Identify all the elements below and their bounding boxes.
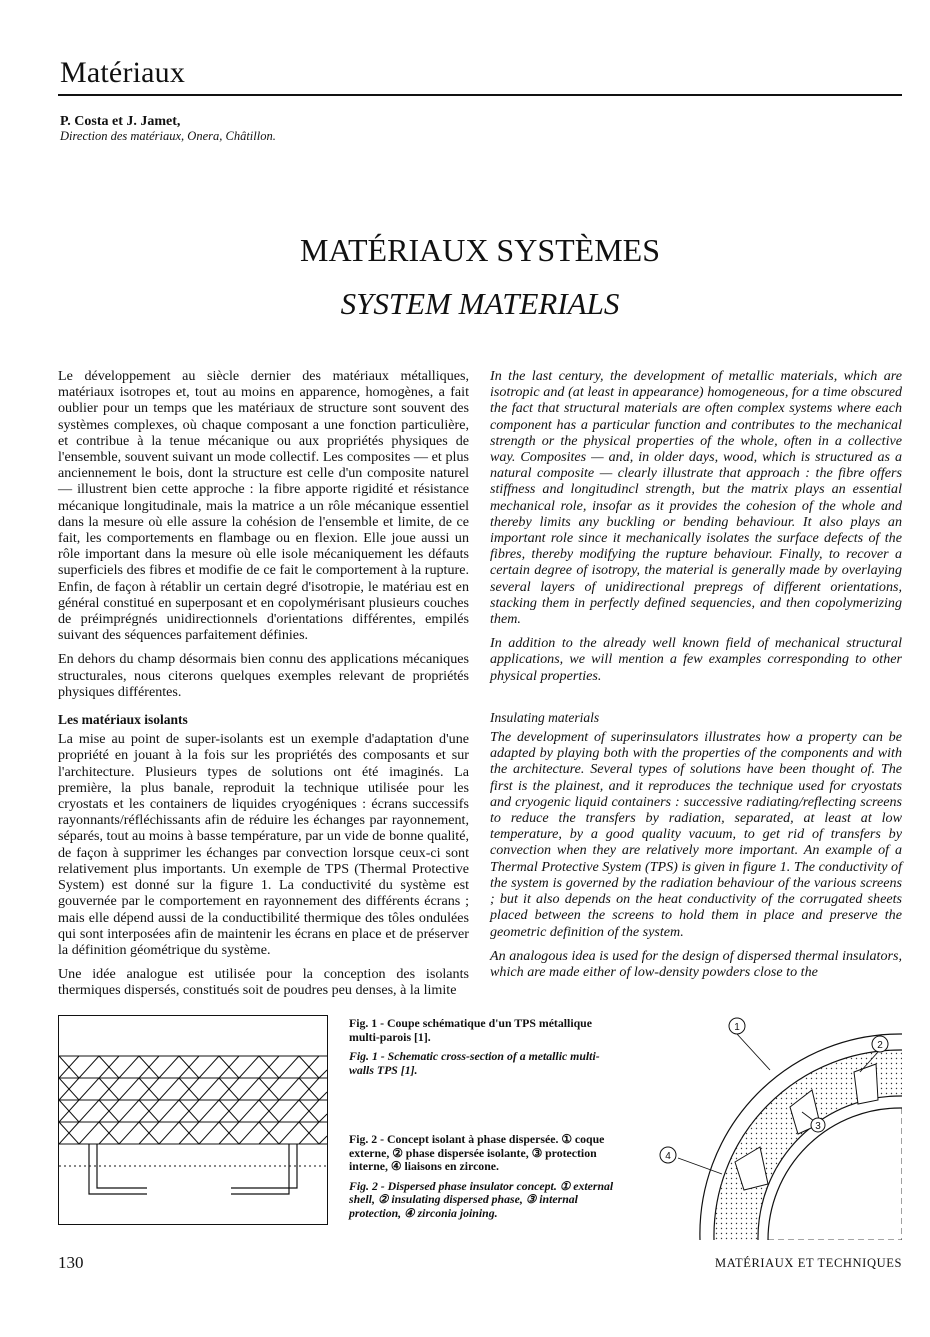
figure-2 — [640, 1012, 902, 1240]
caption-fr: Fig. 2 - Concept isolant à phase dispersée. ① coque externe, ② phase dispersée isolante, ③ protection interne, ④ liaisons en zircone. — [349, 1132, 605, 1174]
figure-1-drawing — [59, 1016, 327, 1224]
paragraph: Une idée analogue est utilisée pour la conception des isolants thermiques dispersés, constitués soit de poudres peu denses, à la limite — [58, 966, 469, 999]
figure-2-drawing — [640, 1012, 902, 1240]
column-english — [490, 368, 902, 988]
affiliation: Direction des matériaux, Onera, Châtillon. — [60, 129, 276, 143]
paragraph: Le développement au siècle dernier des matériaux métalliques, matériaux isotropes et, tout au moins en apparence, homogènes, a fait oublier pour un temps que les matériaux de structure sont souvent des systèmes complexes, où chaque composant a une fonction particulière, et contribue à la tenue mécanique ou aux propriétés physiques de l'ensemble, souvent suivant un mode collectif. Les composites — et plus anciennement le bois, dont la structure est celle d'un composite naturel — illustrent bien cette approche : la fibre apporte rigidité et résistance mécanique longitudinale, mais la matrice a un rôle mécanique essentiel dans la mesure où elle assure la cohésion de l'ensemble et limite, de ce fait, les comportements en flambage ou en flexion. Elle joue aussi un rôle important dans la mesure où elle isole mécaniquement les défauts superficiels des fibres et modifie de ce fait le comportement à la rupture. Enfin, de façon à rétablir un certain degré d'isotropie, le matériau est en général constitué en superposant et en copolymérisant plusieurs couches de préimprégnés unidirectionnels d'orientations différentes, empilés suivant des séquences parfaitement définies. — [58, 368, 469, 644]
section-heading: Insulating materials — [490, 709, 600, 725]
paragraph: An analogous idea is used for the design of dispersed thermal insulators, which are made either of low-density powders close to the — [490, 947, 902, 980]
paragraph: The development of superinsulators illustrates how a property can be adapted by playing both with the properties of the components and with the architecture. Several types of solutions have been thought of. The first is the plainest, and it reproduces the technique used for cryostats and cryogenic liquid containers : successive radiating/reflecting screens to reduce the transfers by radiation, separated, at least at low temperature, by a good quality vacuum, to get rid of transfers by convection when they are relatively more important. An example of a Thermal Protective System (TPS) is given in figure 1. The conductivity of the system is governed by the radiation behaviour of the various screens ; but it also depends on the heat conductivity of the corrugated sheets placed between the screens to hold them in place and preserve the geometric definition of the system. — [490, 729, 902, 940]
callout-label: 4 — [665, 1151, 671, 1162]
paragraph: La mise au point de super-isolants est un exemple d'adaptation d'une propriété en jouant à la fois sur les propriétés des composants et sur l'architecture. Plusieurs types de solutions ont été imaginés. La première, la plus banale, reproduit la technique utilisée pour les cryostats et les containers de liquides cryogéniques : écrans successifs rayonnants/réfléchissants afin de réduire les échanges par rayonnement, séparés, tout au moins à basse température, par un vide de bonne qualité, de façon à supprimer les échanges par convection lorsque ceux-ci sont relativement plus importants. Un exemple de TPS (Thermal Protective System) est donné sur la figure 1. La conductivité du système est gouvernée par le comportement en rayonnement des différents écrans ; mais elle dépend aussi de la conductibilité thermique des tôles ondulées qui sont interposées afin de maintenir les écrans en place et de préserver la définition géométrique du système. — [58, 731, 469, 958]
figure-1 — [58, 1015, 328, 1225]
figure-2-caption — [349, 1133, 614, 1221]
paragraph: In the last century, the development of metallic materials, which are isotropic and (at least in appearance) homogeneous, for a time obscured the fact that structural materials are often complex systems where each component has a particular function and contributes to the mechanical strength or the physical properties of the whole, often in a collective way. Composites — and, in older days, wood, which is structured as a natural composite — clearly illustrate that approach : the fibre offers stiffness and longitudincl strength, but the matrix plays an essential mechanical role, insofar as it provides the cohesion of the whole and thereby limits any buckling or bending behaviour. It also plays an important role since it mechanically isolates the surface defects of the fibres, thereby modifying the rupture behaviour. Finally, to recover a certain degree of isotropy, the material is generally made by overlaying several layers of unidirectional prepregs of different orientations, stacking them in perfectly defined sequencies, and then copolymerizing them. — [490, 368, 902, 628]
section-heading: Les matériaux isolants — [58, 712, 188, 728]
figure-1-caption — [349, 1017, 619, 1077]
authors: P. Costa et J. Jamet, — [60, 114, 181, 129]
caption-en: Fig. 1 - Schematic cross-section of a metallic multi-walls TPS [1]. — [349, 1049, 600, 1077]
header-rule — [58, 94, 902, 96]
section-header: Matériaux — [60, 56, 186, 89]
callout-label: 2 — [877, 1040, 883, 1051]
article-title-en: SYSTEM MATERIALS — [340, 286, 620, 321]
journal-name: MATÉRIAUX ET TECHNIQUES — [715, 1256, 902, 1270]
article-title-fr: MATÉRIAUX SYSTÈMES — [299, 232, 661, 268]
callout-label: 3 — [815, 1121, 821, 1132]
paragraph: In addition to the already well known field of mechanical structural applications, we will mention a few examples corresponding to other physical properties. — [490, 635, 902, 684]
callout-label: 1 — [734, 1022, 740, 1033]
page-number: 130 — [58, 1253, 84, 1272]
caption-fr: Fig. 1 - Coupe schématique d'un TPS métallique multi-parois [1]. — [349, 1016, 592, 1044]
paragraph: En dehors du champ désormais bien connu des applications mécaniques structurales, nous citerons quelques exemples relevant de propriétés physiques différentes. — [58, 651, 469, 700]
caption-en: Fig. 2 - Dispersed phase insulator concept. ① external shell, ② insulating dispersed phase, ③ internal protection, ④ zirconia joining. — [349, 1178, 614, 1220]
column-french — [58, 368, 469, 1007]
